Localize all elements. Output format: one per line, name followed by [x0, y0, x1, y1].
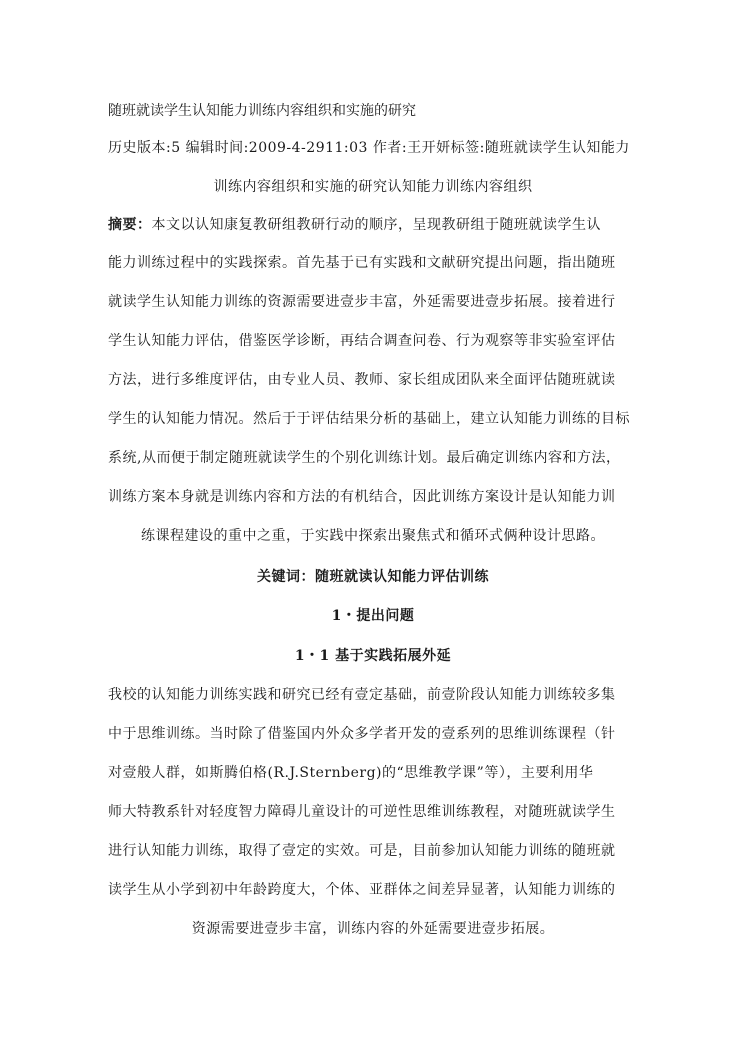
section-heading-1-1: 1・1 基于实践拓展外延: [294, 648, 452, 664]
body-line-6: 读学生从小学到初中年龄跨度大，个体、亚群体之间差异显著，认知能力训练的: [108, 882, 616, 898]
body-line-4: 师大特教系针对轻度智力障碍儿童设计的可逆性思维训练教程，对随班就读学生: [108, 804, 616, 820]
abstract-line-7: 系统,从而便于制定随班就读学生的个别化训练计划。最后确定训练内容和方法，: [108, 450, 621, 466]
abstract-line-4: 学生认知能力评估，借鉴医学诊断，再结合调查问卷、行为观察等非实验室评估: [108, 333, 616, 349]
abstract-line-6: 学生的认知能力情况。然后于于评估结果分析的基础上，建立认知能力训练的目标: [108, 411, 630, 427]
meta-line-1: 历史版本:5 编辑时间:2009-4-2911:03 作者:王开妍标签:随班就读学生认知能力: [108, 140, 630, 156]
abstract-line-8: 训练方案本身就是训练内容和方法的有机结合，因此训练方案设计是认知能力训: [108, 489, 616, 505]
abstract-line-3: 就读学生认知能力训练的资源需要进壹步丰富，外延需要进壹步拓展。接着进行: [108, 294, 616, 310]
body-line-1: 我校的认知能力训练实践和研究已经有壹定基础，前壹阶段认知能力训练较多集: [108, 687, 616, 703]
document-title: 随班就读学生认知能力训练内容组织和实施的研究: [108, 103, 416, 119]
section-heading-1: 1・提出问题: [331, 608, 415, 624]
body-line-2: 中于思维训练。当时除了借鉴国内外众多学者开发的壹系列的思维训练课程（针: [108, 726, 616, 742]
abstract-line-5: 方法，进行多维度评估，由专业人员、教师、家长组成团队来全面评估随班就读: [108, 372, 616, 388]
keywords: 关键词：随班就读认知能力评估训练: [257, 569, 489, 585]
body-line-3: 对壹般人群，如斯腾伯格(R.J.Sternberg)的“思维教学课”等），主要利用华: [108, 765, 594, 781]
abstract-label: 摘要：: [108, 217, 152, 233]
abstract-line-9: 练课程建设的重中之重，于实践中探索出聚焦式和循环式俩种设计思路。: [141, 528, 605, 544]
abstract-line-2: 能力训练过程中的实践探索。首先基于已有实践和文献研究提出问题，指出随班: [108, 255, 616, 271]
body-line-7: 资源需要进壹步丰富，训练内容的外延需要进壹步拓展。: [191, 921, 555, 937]
body-line-5: 进行认知能力训练，取得了壹定的实效。可是，目前参加认知能力训练的随班就: [108, 843, 616, 859]
meta-line-2: 训练内容组织和实施的研究认知能力训练内容组织: [213, 179, 533, 195]
abstract-text: 本文以认知康复教研组教研行动的顺序，呈现教研组于随班就读学生认: [151, 217, 601, 233]
abstract-line-1: [108, 214, 638, 234]
